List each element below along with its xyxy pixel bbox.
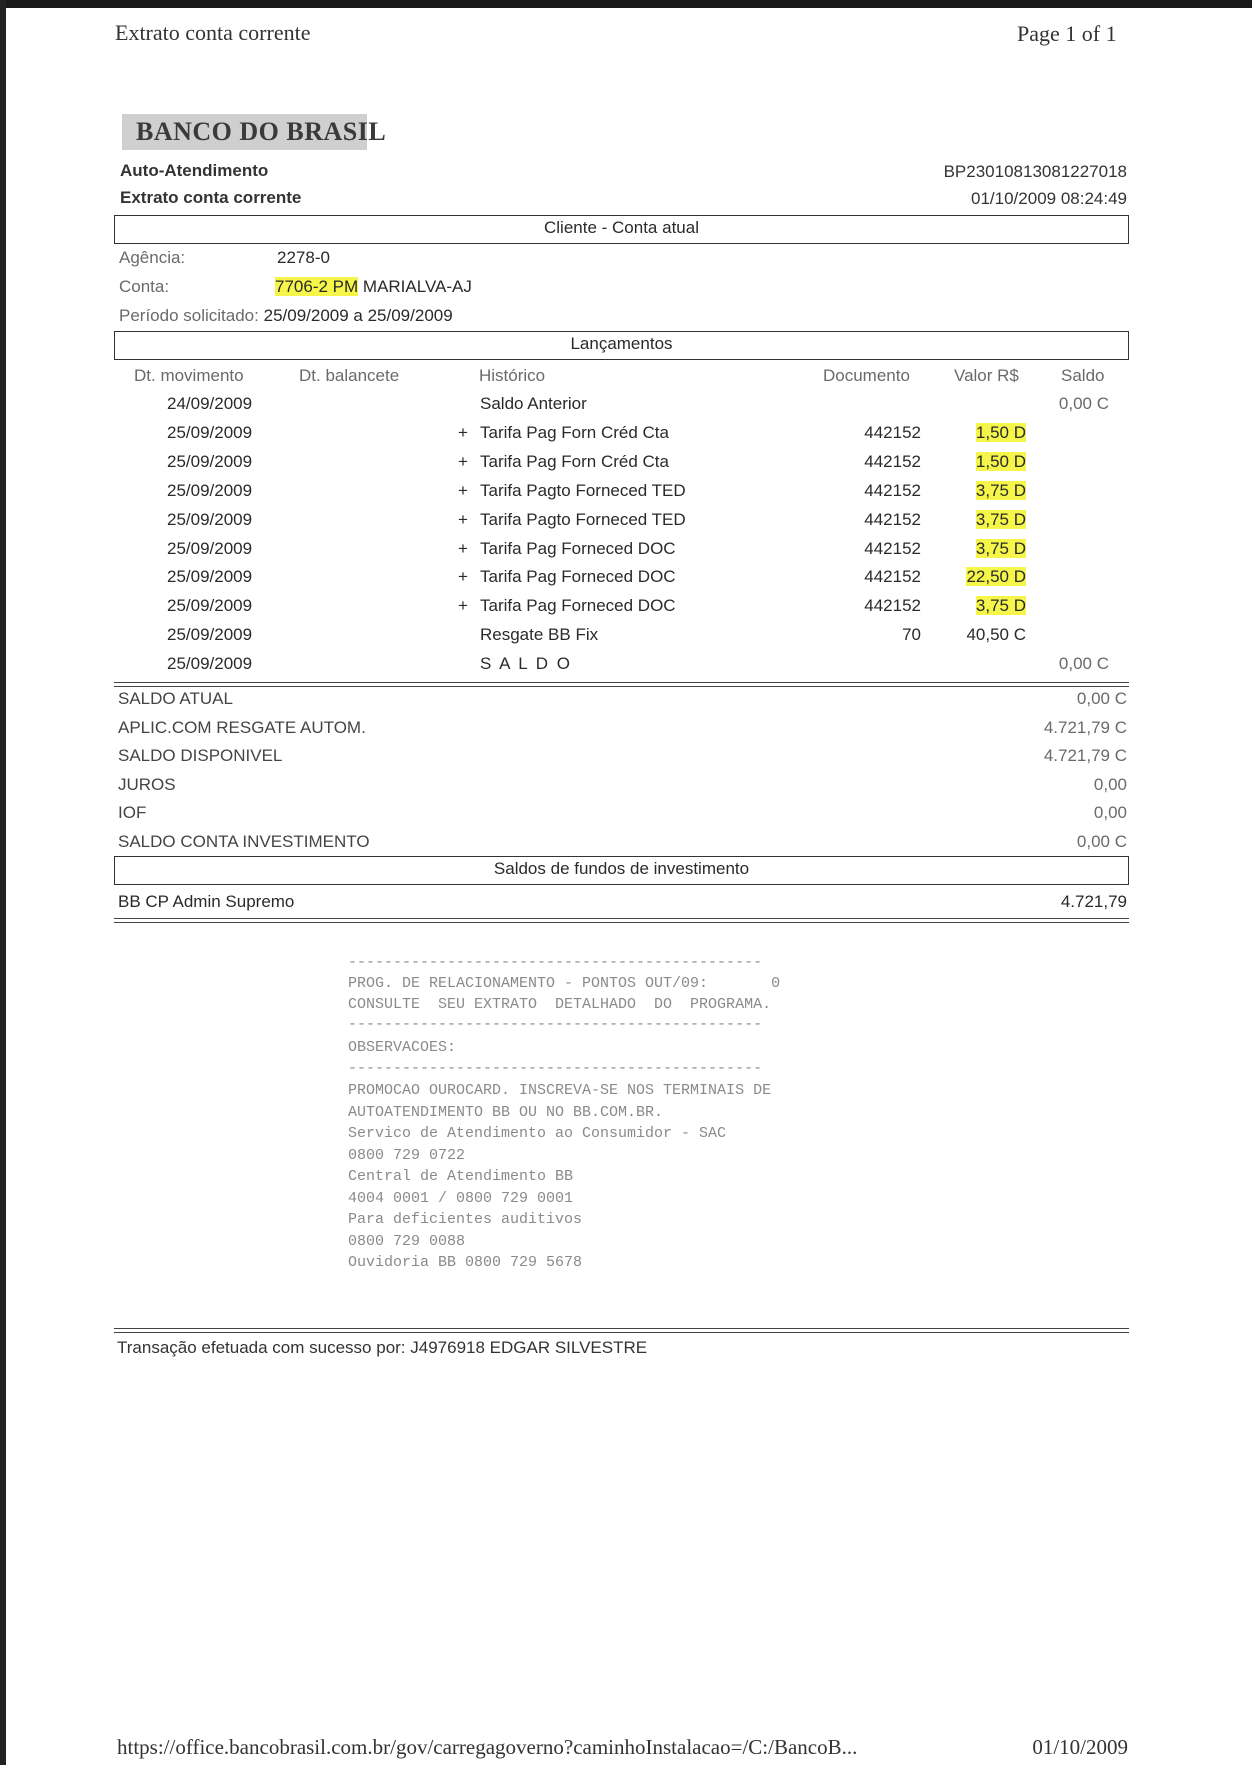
service-name: Auto-Atendimento (120, 161, 269, 180)
tx-valor-highlight: 3,75 D (975, 538, 1026, 558)
tx-historico: Saldo Anterior (480, 394, 587, 413)
tx-dt-movimento: 25/09/2009 (167, 509, 253, 529)
conta-label: Conta: (119, 277, 170, 296)
observacoes-line: 0800 729 0088 (348, 1232, 466, 1250)
summary-label: IOF (118, 803, 147, 822)
summary-label: APLIC.COM RESGATE AUTOM. (118, 717, 366, 737)
scan-top-border (0, 0, 1252, 8)
fundos-title: Saldos de fundos de investimento (493, 859, 750, 878)
bank-logo-text: BANCO DO BRASIL (136, 117, 387, 146)
tx-documento: 442152 (864, 538, 921, 558)
summary-value: 0,00 C (1076, 689, 1127, 708)
summary-value: 4.721,79 C (1043, 717, 1127, 737)
tx-documento: 442152 (864, 596, 921, 616)
tx-documento: 442152 (864, 451, 921, 471)
tx-sign: + (458, 422, 468, 442)
tx-historico: Tarifa Pag Forneced DOC (480, 567, 676, 587)
conta-number-highlight: 7706-2 PM (275, 277, 359, 296)
fundos-section-header (114, 856, 1129, 885)
tx-dt-movimento: 25/09/2009 (167, 625, 253, 645)
tx-sign: + (458, 509, 468, 529)
tx-documento: 70 (902, 625, 921, 645)
tx-valor (976, 596, 1026, 616)
message-line-2: CONSULTE SEU EXTRATO DETALHADO DO PROGRAMA. (348, 996, 772, 1013)
col-header-saldo: Saldo (1061, 366, 1105, 385)
observacoes-line: Ouvidoria BB 0800 729 5678 (348, 1254, 583, 1271)
transaction-status: Transação efetuada com sucesso por: J4976918 EDGAR SILVESTRE (117, 1338, 648, 1357)
tx-sign: + (458, 451, 468, 471)
conta-value (275, 277, 472, 297)
tx-saldo: 0,00 C (1058, 394, 1109, 413)
tx-valor: 40,50 C (966, 625, 1026, 645)
tx-dt-movimento: 25/09/2009 (167, 567, 253, 587)
periodo-row (119, 306, 453, 326)
tx-valor (976, 539, 1026, 559)
observacoes-line: AUTOATENDIMENTO BB OU NO BB.COM.BR. (348, 1103, 664, 1121)
observacoes-line: Para deficientes auditivos (348, 1211, 583, 1228)
tx-historico: S A L D O (480, 654, 573, 674)
message-dashes-3: ---------------------------------------------- (348, 1060, 763, 1077)
observacoes-line: PROMOCAO OUROCARD. INSCREVA-SE NOS TERMINAIS DE (348, 1082, 772, 1099)
tx-sign: + (458, 480, 468, 500)
tx-documento: 442152 (864, 422, 921, 442)
summary-label: JUROS (118, 774, 176, 794)
summary-label: SALDO ATUAL (118, 689, 233, 708)
agencia-value: 2278-0 (277, 248, 330, 267)
tx-dt-movimento: 25/09/2009 (167, 422, 253, 442)
lancamentos-title: Lançamentos (570, 334, 673, 353)
tx-historico: Resgate BB Fix (480, 625, 599, 645)
tx-valor (976, 481, 1026, 501)
col-header-valor: Valor R$ (954, 366, 1019, 385)
tx-valor-highlight: 3,75 D (975, 480, 1026, 500)
tx-valor (976, 510, 1026, 530)
tx-valor (966, 567, 1026, 587)
protocol-number: BP23010813081227018 (943, 162, 1127, 181)
col-header-documento: Documento (823, 366, 910, 385)
summary-value: 0,00 (1093, 774, 1127, 794)
observacoes-line: Servico de Atendimento ao Consumidor - SAC (348, 1125, 727, 1142)
fundos-divider (114, 918, 1129, 923)
page-header-title: Extrato conta corrente (115, 20, 311, 45)
tx-dt-movimento: 25/09/2009 (167, 538, 253, 558)
observacoes-label: OBSERVACOES: (348, 1039, 457, 1056)
statement-datetime: 01/10/2009 08:24:49 (971, 189, 1127, 208)
lancamentos-section-header (114, 331, 1129, 360)
message-line-1: PROG. DE RELACIONAMENTO - PONTOS OUT/09: 0 (348, 975, 781, 992)
observacoes-line: 4004 0001 / 0800 729 0001 (348, 1189, 574, 1207)
tx-valor-highlight: 3,75 D (975, 596, 1026, 616)
col-header-dt-balancete: Dt. balancete (299, 366, 400, 385)
conta-name: MARIALVA-AJ (362, 277, 472, 296)
client-section-header (114, 215, 1129, 244)
summary-value: 0,00 (1093, 803, 1127, 822)
page-number: Page 1 of 1 (1017, 21, 1117, 46)
footer-url: https://office.bancobrasil.com.br/gov/carregagoverno?caminhoInstalacao=/C:/BancoB... (117, 1735, 858, 1759)
tx-sign: + (458, 567, 468, 587)
tx-documento: 442152 (864, 480, 921, 500)
col-header-dt-movimento: Dt. movimento (134, 366, 244, 385)
summary-label: SALDO CONTA INVESTIMENTO (118, 831, 370, 851)
summary-value: 4.721,79 C (1043, 746, 1127, 765)
tx-historico: Tarifa Pag Forneced DOC (480, 596, 676, 616)
periodo-value: 25/09/2009 a 25/09/2009 (263, 306, 453, 325)
scan-left-border (0, 0, 6, 1765)
tx-valor-highlight: 1,50 D (975, 451, 1026, 471)
fundo-value: 4.721,79 (1060, 892, 1127, 911)
tx-historico: Tarifa Pag Forn Créd Cta (480, 451, 669, 471)
agencia-label: Agência: (119, 248, 186, 267)
summary-value: 0,00 C (1076, 831, 1127, 851)
tx-valor-highlight: 1,50 D (975, 422, 1026, 442)
doc-type: Extrato conta corrente (120, 188, 302, 207)
footer-date: 01/10/2009 (1032, 1735, 1128, 1759)
tx-saldo: 0,00 C (1058, 654, 1109, 674)
tx-documento: 442152 (864, 567, 921, 587)
tx-dt-movimento: 24/09/2009 (167, 394, 253, 413)
client-section-title: Cliente - Conta atual (544, 218, 699, 237)
tx-valor (976, 423, 1026, 443)
footer-divider (114, 1328, 1129, 1333)
fundo-name: BB CP Admin Supremo (118, 892, 295, 911)
table-divider (114, 682, 1129, 687)
tx-historico: Tarifa Pagto Forneced TED (480, 480, 686, 500)
summary-label: SALDO DISPONIVEL (118, 746, 283, 765)
tx-dt-movimento: 25/09/2009 (167, 654, 253, 674)
tx-documento: 442152 (864, 509, 921, 529)
tx-dt-movimento: 25/09/2009 (167, 480, 253, 500)
observacoes-line: Central de Atendimento BB (348, 1168, 574, 1185)
tx-dt-movimento: 25/09/2009 (167, 596, 253, 616)
tx-valor-highlight: 22,50 D (966, 567, 1026, 587)
tx-dt-movimento: 25/09/2009 (167, 451, 253, 471)
tx-historico: Tarifa Pag Forn Créd Cta (480, 422, 669, 442)
tx-sign: + (458, 596, 468, 616)
bank-logo (122, 114, 387, 150)
observacoes-line: 0800 729 0722 (348, 1146, 466, 1164)
tx-historico: Tarifa Pag Forneced DOC (480, 538, 676, 558)
tx-valor-highlight: 3,75 D (975, 509, 1026, 529)
message-dashes-2: ---------------------------------------------- (348, 1016, 763, 1033)
message-dashes-1: ---------------------------------------------- (348, 954, 763, 971)
tx-sign: + (458, 538, 468, 558)
col-header-historico: Histórico (479, 366, 546, 385)
periodo-label: Período solicitado: (119, 306, 259, 325)
tx-historico: Tarifa Pagto Forneced TED (480, 509, 686, 529)
tx-valor (976, 452, 1026, 472)
